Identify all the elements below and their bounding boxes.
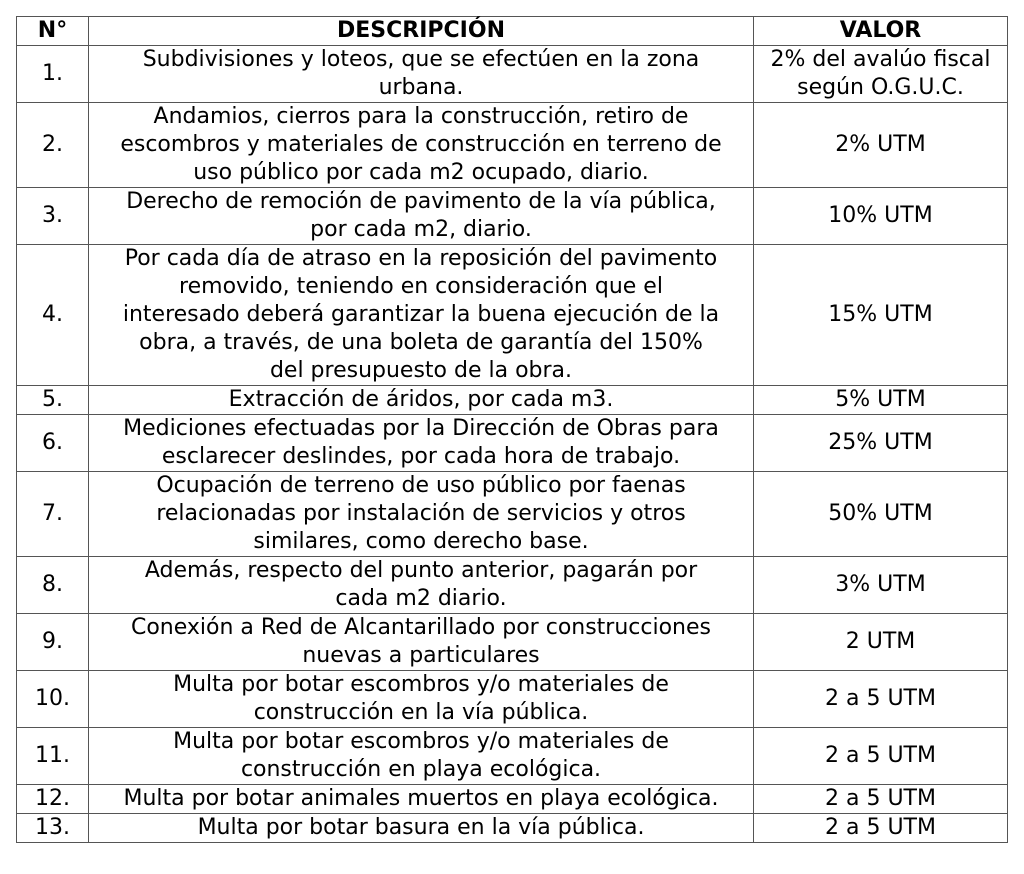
row-value: 2% del avalúo fiscal según O.G.U.C. bbox=[754, 46, 1008, 103]
row-value: 3% UTM bbox=[754, 557, 1008, 614]
row-number: 9. bbox=[17, 614, 89, 671]
row-value: 2 a 5 UTM bbox=[754, 814, 1008, 843]
table-row bbox=[17, 671, 1008, 728]
row-value: 5% UTM bbox=[754, 386, 1008, 415]
header-value: VALOR bbox=[754, 17, 1008, 46]
row-number: 13. bbox=[17, 814, 89, 843]
row-number: 1. bbox=[17, 46, 89, 103]
row-number: 11. bbox=[17, 728, 89, 785]
row-number: 3. bbox=[17, 188, 89, 245]
table-row bbox=[17, 557, 1008, 614]
row-value: 10% UTM bbox=[754, 188, 1008, 245]
fees-table bbox=[16, 16, 1008, 843]
table-row bbox=[17, 415, 1008, 472]
row-description: Además, respecto del punto anterior, pagarán por cada m2 diario. bbox=[89, 557, 754, 614]
row-value: 50% UTM bbox=[754, 472, 1008, 557]
row-description: Ocupación de terreno de uso público por faenas relacionadas por instalación de servicios y otros similares, como derecho base. bbox=[89, 472, 754, 557]
row-description: Conexión a Red de Alcantarillado por construcciones nuevas a particulares bbox=[89, 614, 754, 671]
table-row bbox=[17, 386, 1008, 415]
row-description: Por cada día de atraso en la reposición del pavimento removido, teniendo en consideración que el interesado deberá garantizar la buena ejecución de la obra, a través, de una boleta de garantía del 150% del presupuesto de la obra. bbox=[89, 245, 754, 386]
row-number: 5. bbox=[17, 386, 89, 415]
row-description: Multa por botar escombros y/o materiales de construcción en playa ecológica. bbox=[89, 728, 754, 785]
table-row bbox=[17, 614, 1008, 671]
row-value: 15% UTM bbox=[754, 245, 1008, 386]
row-number: 2. bbox=[17, 103, 89, 188]
row-number: 10. bbox=[17, 671, 89, 728]
header-number: N° bbox=[17, 17, 89, 46]
table-row bbox=[17, 103, 1008, 188]
table-row bbox=[17, 188, 1008, 245]
row-description: Extracción de áridos, por cada m3. bbox=[89, 386, 754, 415]
row-number: 4. bbox=[17, 245, 89, 386]
table-row bbox=[17, 814, 1008, 843]
row-number: 7. bbox=[17, 472, 89, 557]
row-number: 8. bbox=[17, 557, 89, 614]
row-description: Subdivisiones y loteos, que se efectúen en la zona urbana. bbox=[89, 46, 754, 103]
row-description: Multa por botar basura en la vía pública. bbox=[89, 814, 754, 843]
row-number: 12. bbox=[17, 785, 89, 814]
row-description: Multa por botar escombros y/o materiales de construcción en la vía pública. bbox=[89, 671, 754, 728]
table-row bbox=[17, 785, 1008, 814]
table-row bbox=[17, 245, 1008, 386]
row-description: Mediciones efectuadas por la Dirección de Obras para esclarecer deslindes, por cada hora de trabajo. bbox=[89, 415, 754, 472]
row-value: 2% UTM bbox=[754, 103, 1008, 188]
table-row bbox=[17, 472, 1008, 557]
row-value: 2 a 5 UTM bbox=[754, 728, 1008, 785]
table-row bbox=[17, 728, 1008, 785]
header-row bbox=[17, 17, 1008, 46]
row-value: 2 a 5 UTM bbox=[754, 671, 1008, 728]
row-description: Derecho de remoción de pavimento de la vía pública, por cada m2, diario. bbox=[89, 188, 754, 245]
row-description: Multa por botar animales muertos en playa ecológica. bbox=[89, 785, 754, 814]
row-value: 2 a 5 UTM bbox=[754, 785, 1008, 814]
row-number: 6. bbox=[17, 415, 89, 472]
row-description: Andamios, cierros para la construcción, retiro de escombros y materiales de construcción en terreno de uso público por cada m2 ocupado, diario. bbox=[89, 103, 754, 188]
row-value: 2 UTM bbox=[754, 614, 1008, 671]
table-row bbox=[17, 46, 1008, 103]
row-value: 25% UTM bbox=[754, 415, 1008, 472]
header-description: DESCRIPCIÓN bbox=[89, 17, 754, 46]
